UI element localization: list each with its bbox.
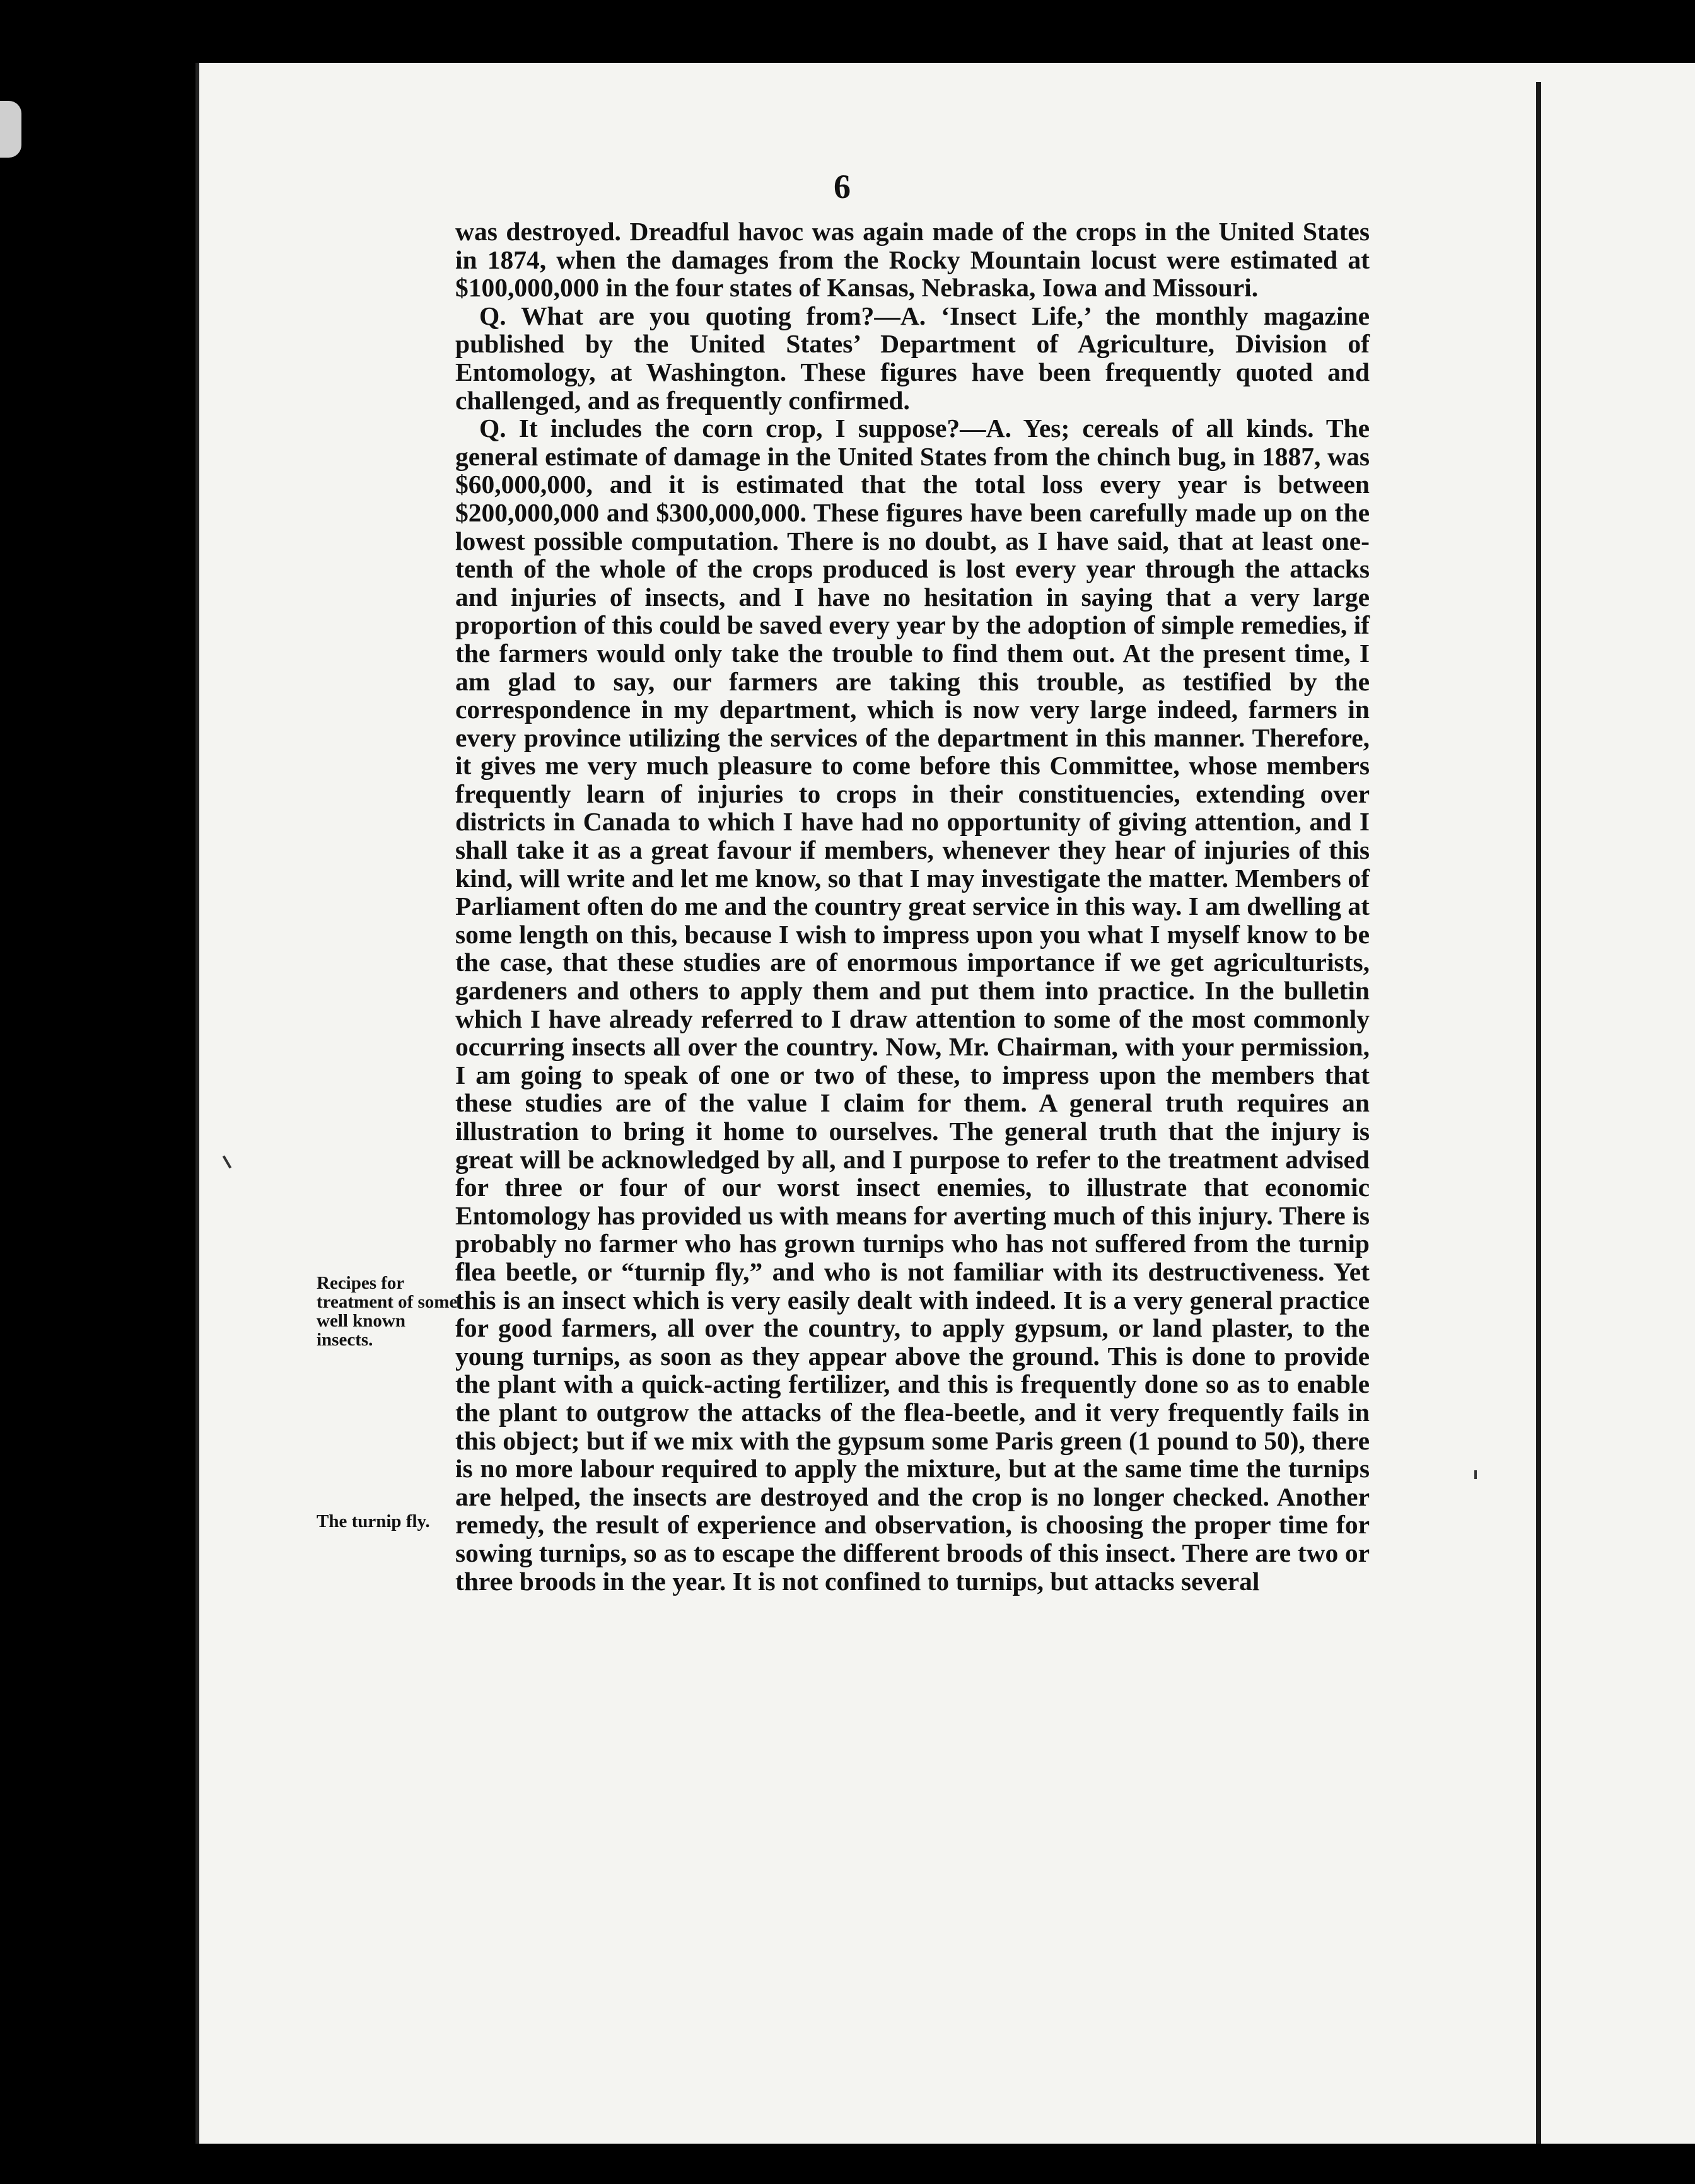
sidenote-recipes: Recipes for treatment of some well known insects. xyxy=(317,1273,458,1350)
paragraph-3: Q. It includes the corn crop, I suppose?—A. Yes; cereals of all kinds. The general estimate of damage in the United States from the chinch bug, in 1887, was $60,000,000, and it is estimated that the total loss every year is between $200,000,000 and $300,000,000. These figures have been carefully made up on the lowest possible computation. There is no doubt, as I have said, that at least one-tenth of the whole of the crops produced is lost every year through the attacks and injuries of insects, and I have no hesitation in saying that a very large proportion of this could be saved every year by the adoption of simple remedies, if the farmers would only take the trouble to find them out. At the present time, I am glad to say, our farmers are taking this trouble, as testified by the correspondence in my department, which is now very large indeed, farmers in every province utilizing the services of the department in this manner. Therefore, it gives me very much pleasure to come before this Committee, whose members frequently learn of injuries to crops in their constituencies, extending over districts in Canada to which I have had no opportunity of giving attention, and I shall take it as a great favour if members, whenever they hear of injuries of this kind, will write and let me know, so that I may investigate the matter. Members of Parliament often do me and the country great service in this way. I am dwelling at some length on this, because I wish to impress upon you what I myself know to be the case, that these studies are of enormous importance if we get agriculturists, gardeners and others to apply them and put them into practice. In the bulletin which I have already referred to I draw attention to some of the most commonly occurring insects all over the country. Now, Mr. Chairman, with your permission, I am going to speak of one or two of these, to impress upon the members that these studies are of the value I claim for them. A general truth requires an illustration to bring it home to ourselves. The general truth that the injury is great will be acknowledged by all, and I purpose to refer to the treatment advised for three or four of our worst insect enemies, to illustrate that economic Entomology has provided us with means for averting much of this injury. There is probably no farmer who has grown turnips who has not suffered from the turnip flea beetle, or “turnip fly,” and who is not familiar with its destructiveness. Yet this is an insect which is very easily dealt with indeed. It is a very general practice for good farmers, all over the country, to apply gypsum, or land plaster, to the young turnips, as soon as they appear above the ground. This is done to provide the plant with a quick-acting fertilizer, and this is frequently done so as to enable the plant to outgrow the attacks of the flea-beetle, and it very frequently fails in this object; but if we mix with the gypsum some Paris green (1 pound to 50), there is no more labour required to apply the mixture, but at the same time the turnips are helped, the insects are destroyed and the crop is no longer checked. Another remedy, the result of experience and observation, is choosing the proper time for sowing turnips, so as to escape the different broods of this insect. There are two or three broods in the year. It is not confined to turnips, but attacks several xyxy=(455,414,1370,1596)
paragraph-1: was destroyed. Dreadful havoc was again made of the crops in the United States in 1874, when the damages from the Rocky Mountain locust were estimated at $100,000,000 in the four states of Kansas, Nebraska, Iowa and Missouri. xyxy=(455,217,1370,303)
page-fold-line xyxy=(1536,82,1541,2144)
paragraph-2: Q. What are you quoting from?—A. ‘Insect Life,’ the monthly magazine published by the United States’ Department of Agriculture, Division of Entomology, at Washington. These figures have been frequently quoted and challenged, and as frequently confirmed. xyxy=(455,301,1370,415)
left-edge-mark xyxy=(0,101,21,158)
page-number: 6 xyxy=(834,168,851,206)
sidenote-turnip-fly: The turnip fly. xyxy=(317,1511,430,1531)
body-text xyxy=(455,218,1370,1595)
stray-dot xyxy=(1474,1470,1477,1479)
